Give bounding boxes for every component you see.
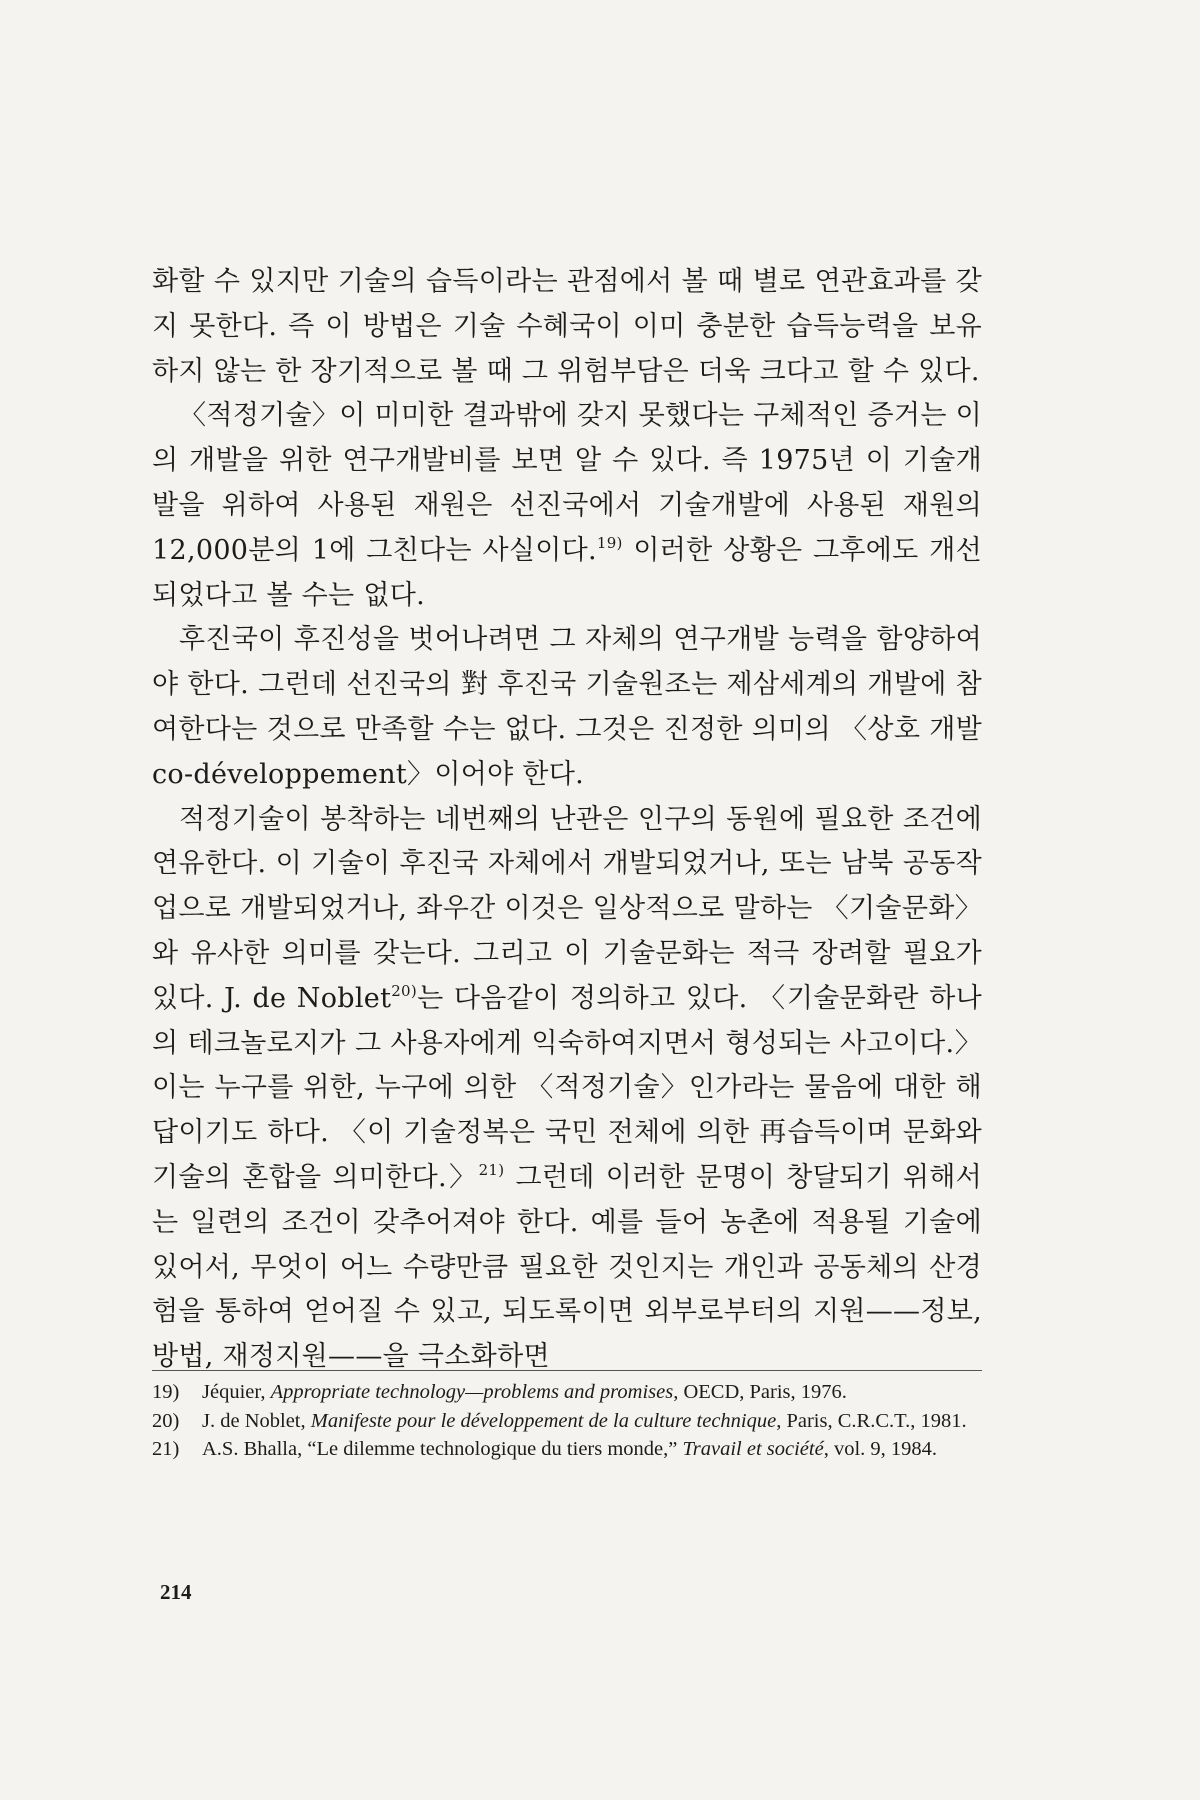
paragraph-text: 이러한 상황은 그후에도 개선되었다고 볼 수는 없다. — [152, 534, 983, 611]
body-text — [152, 260, 982, 1380]
footnote-title: Appropriate technology—problems and promises — [270, 1381, 674, 1403]
footnotes — [152, 1370, 982, 1465]
paragraph-text: 그런데 이러한 문명이 창달되기 위해서는 일련의 조건이 갖추어져야 한다. 예를 들어 농촌에 적용될 기술에 있어서, 무엇이 어느 수량만큼 필요한 것인지는 개인과 공동체의 산경험을 통하여 얻어질 수 있고, 되도록이면 외부로부터의 지원——정보, 방법, 재정지원——을 극소화하면 — [152, 1161, 982, 1373]
footnote-text — [202, 1379, 982, 1407]
paragraph — [152, 618, 982, 797]
footnote-text — [202, 1408, 982, 1436]
footnote-segment: J. de Noblet, — [202, 1409, 311, 1432]
footnote-ref: 19) — [596, 533, 623, 552]
paragraph — [152, 394, 982, 618]
footnote — [152, 1408, 982, 1436]
footnote-number: 21) — [152, 1438, 180, 1460]
footnote-title: Travail et société — [682, 1438, 824, 1460]
paragraph-text: 화할 수 있지만 기술의 습득이라는 관점에서 볼 때 별로 연관효과를 갖지 못한다. 즉 이 방법은 기술 수혜국이 이미 충분한 습득능력을 보유하지 않는 한 장기적으로 볼 때 그 위험부담은 더욱 크다고 할 수 있다. — [152, 266, 982, 387]
footnote — [152, 1436, 982, 1464]
paragraph — [152, 798, 982, 1380]
footnote-segment: , vol. 9, 1984. — [823, 1438, 938, 1460]
footnote-number: 20) — [152, 1409, 180, 1432]
footnote — [152, 1379, 982, 1407]
footnote-number: 19) — [152, 1381, 180, 1403]
footnote-segment: A.S. Bhalla, “Le dilemme technologique du tiers monde,” — [202, 1438, 683, 1460]
paragraph-text: 적정기술이 봉착하는 네번째의 난관은 인구의 동원에 필요한 조건에 연유한다. 이 기술이 후진국 자체에서 개발되었거나, 또는 남북 공동작업으로 개발되었거나, 좌우간 이것은 일상적으로 말하는 〈기술문화〉와 유사한 의미를 갖는다. 그리고 이 기술문화는 적극 장려할 필요가 있다. J. de Noblet — [152, 803, 982, 1014]
footnote-segment: , Paris, C.R.C.T., 1981. — [776, 1409, 967, 1432]
footnote-ref: 20) — [391, 981, 418, 1000]
paragraph-text: 〈적정기술〉이 미미한 결과밖에 갖지 못했다는 구체적인 증거는 이의 개발을 위한 연구개발비를 보면 알 수 있다. 즉 1975년 이 기술개발을 위하여 사용된 재원은 선진국에서 기술개발에 사용된 재원의 12,000분의 1에 그친다는 사실이다. — [152, 400, 982, 566]
footnote-segment: , OECD, Paris, 1976. — [673, 1381, 847, 1403]
paragraph — [152, 260, 982, 394]
page-number: 214 — [160, 1580, 192, 1604]
paragraph-text: 후진국이 후진성을 벗어나려면 그 자체의 연구개발 능력을 함양하여야 한다. 그런데 선진국의 對 후진국 기술원조는 제삼세계의 개발에 참여한다는 것으로 만족할 수는 없다. 그것은 진정한 의미의 〈상호 개발 co-développement〉이어야 한다. — [152, 624, 982, 790]
footnote-title: Manifeste pour le développement de la culture technique — [310, 1409, 777, 1432]
footnote-ref: 21) — [478, 1160, 505, 1179]
paragraph-text: 는 다음같이 정의하고 있다. 〈기술문화란 하나의 테크놀로지가 그 사용자에게 익숙하여지면서 형성되는 사고이다.〉 이는 누구를 위한, 누구에 의한 〈적정기술〉인가라는 물음에 대한 해답이기도 하다. 〈이 기술정복은 국민 전체에 의한 再습득이며 문화와 기술의 혼합을 의미한다.〉 — [152, 982, 983, 1193]
footnote-text — [202, 1436, 982, 1464]
footnote-segment: Jéquier, — [202, 1381, 271, 1403]
